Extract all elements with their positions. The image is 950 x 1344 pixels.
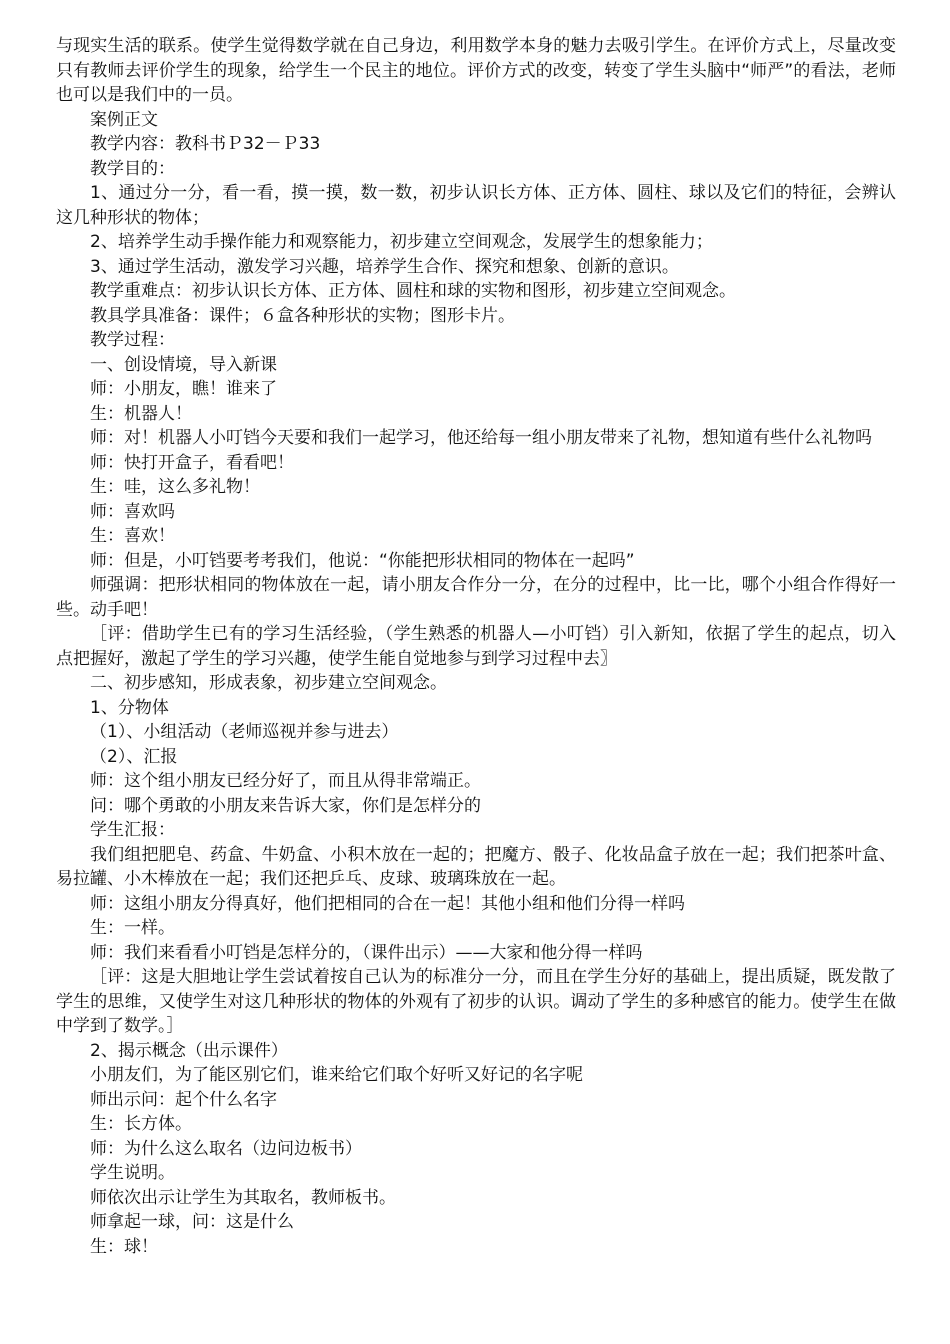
paragraph: 生：一样。 [90,918,175,938]
paragraph: 师强调：把形状相同的物体放在一起，请小朋友合作分一分，在分的过程中，比一比，哪个小组合作得好一些。动手吧！ [56,575,896,620]
paragraph: 师：对！机器人小叮铛今天要和我们一起学习，他还给每一组小朋友带来了礼物，想知道有些什么礼物吗 [90,428,872,448]
paragraph: 问：哪个勇敢的小朋友来告诉大家，你们是怎样分的 [90,795,481,816]
paragraph: 师：我们来看看小叮铛是怎样分的，（课件出示）——大家和他分得一样吗 [90,942,643,963]
paragraph: 师：这个组小朋友已经分好了，而且从得非常端正。 [90,771,481,791]
paragraph: 教学过程： [90,330,175,350]
paragraph: 师：快打开盒子，看看吧！ [90,452,294,473]
paragraph: ［评：借助学生已有的学习生活经验，（学生熟悉的机器人—小叮铛）引入新知，依据了学生的起点，切入点把握好，激起了学生的学习兴趣，使学生能自觉地参与到学习过程中去〗 [56,624,896,669]
paragraph: 二、初步感知，形成表象，初步建立空间观念。 [90,673,447,693]
paragraph: 教学目的： [90,158,175,179]
paragraph: 生：球！ [90,1236,158,1257]
paragraph: （1）、小组活动（老师巡视并参与进去） [90,722,399,742]
paragraph: 小朋友们，为了能区别它们，谁来给它们取个好听又好记的名字呢 [90,1065,583,1085]
paragraph: 与现实生活的联系。使学生觉得数学就在自己身边，利用数学本身的魅力去吸引学生。在评价方式上，尽量改变只有教师去评价学生的现象，给学生一个民主的地位。评价方式的改变，转变了学生头脑中“师严”的看法，老师也可以是我们中的一员。 [56,36,896,105]
paragraph: 师：喜欢吗 [90,501,175,522]
paragraph: 2、培养学生动手操作能力和观察能力，初步建立空间观念，发展学生的想象能力； [90,232,713,252]
paragraph: 3、通过学生活动，激发学习兴趣，培养学生合作、探究和想象、创新的意识。 [90,256,679,277]
paragraph: 教学内容：教科书Ｐ32－Ｐ33 [90,134,321,154]
paragraph: ［评：这是大胆地让学生尝试着按自己认为的标准分一分，而且在学生分好的基础上，提出质疑，既发散了学生的思维，又使学生对这几种形状的物体的外观有了初步的认识。调动了学生的多种感官的能力。使学生在做中学到了数学。］ [56,967,896,1036]
paragraph: 师拿起一球，问：这是什么 [90,1212,294,1232]
paragraph: 教学重难点：初步认识长方体、正方体、圆柱和球的实物和图形，初步建立空间观念。 [90,281,736,301]
paragraph: 师依次出示让学生为其取名，教师板书。 [90,1187,396,1208]
paragraph: 学生说明。 [90,1163,175,1183]
paragraph: 师出示问：起个什么名字 [90,1089,277,1110]
document-body [56,34,896,1259]
paragraph: 我们组把肥皂、药盒、牛奶盒、小积木放在一起的；把魔方、骰子、化妆品盒子放在一起；我们把茶叶盒、易拉罐、小木棒放在一起；我们还把乒乓、皮球、玻璃珠放在一起。 [56,844,896,889]
paragraph: 一、创设情境，导入新课 [90,354,277,375]
paragraph: 教具学具准备：课件；６盒各种形状的实物；图形卡片。 [90,305,515,326]
paragraph: 2、揭示概念（出示课件） [90,1040,288,1061]
paragraph: 案例正文 [90,109,158,130]
paragraph: 1、通过分一分，看一看，摸一摸，数一数，初步认识长方体、正方体、圆柱、球以及它们的特征，会辨认这几种形状的物体； [56,183,896,228]
paragraph: 师：小朋友，瞧！谁来了 [90,379,277,399]
paragraph: 师：为什么这么取名（边问边板书） [90,1138,362,1159]
paragraph: 生：机器人！ [90,403,192,424]
paragraph: 师：这组小朋友分得真好，他们把相同的合在一起！其他小组和他们分得一样吗 [90,893,685,914]
paragraph: 学生汇报： [90,820,175,840]
paragraph: 生：喜欢！ [90,526,175,546]
paragraph: 1、分物体 [90,697,169,718]
paragraph: 生：哇，这么多礼物！ [90,477,260,497]
paragraph: （2）、汇报 [90,746,178,767]
paragraph: 师：但是，小叮铛要考考我们，他说：“你能把形状相同的物体在一起吗” [90,550,635,571]
paragraph: 生：长方体。 [90,1114,192,1134]
